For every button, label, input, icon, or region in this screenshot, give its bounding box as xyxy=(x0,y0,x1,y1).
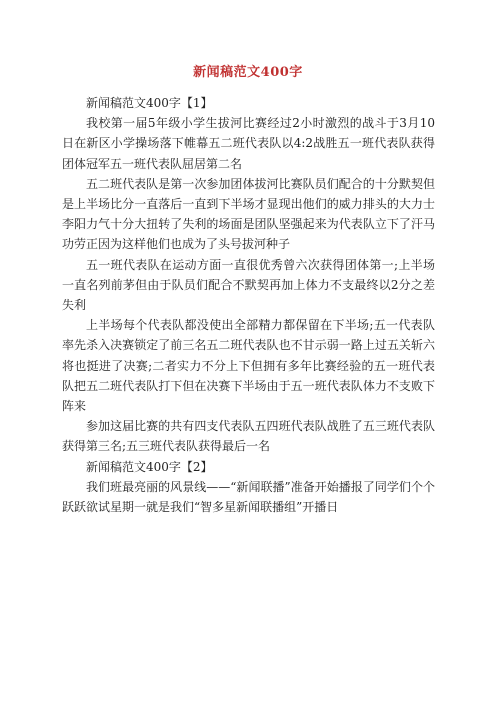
paragraph: 参加这届比赛的共有四支代表队五四班代表队战胜了五三班代表队获得第三名;五三班代表队获得最后一名 xyxy=(62,419,435,454)
section-heading-2: 新闻稿范文400字【2】 xyxy=(86,459,213,474)
paragraph: 我校第一届5年级小学生拔河比赛经过2小时激烈的战斗于3月10日在新区小学操场落下帷幕五二班代表队以4:2战胜五一班代表队获得团体冠军五一班代表队屈居第二名 xyxy=(62,116,435,171)
document-body xyxy=(62,93,435,517)
section-heading-1: 新闻稿范文400字【1】 xyxy=(86,96,213,110)
paragraph: 五二班代表队是第一次参加团体拔河比赛队员们配合的十分默契但是上半场比分一直落后一直到下半场才显现出他们的威力排头的大力士李阳力气十分大扭转了失利的场面是团队坚强起来为代表队立下了汗马功劳正因为这样他们也成为了头号拔河种子 xyxy=(62,176,435,252)
document-title: 新闻稿范文400字 xyxy=(193,65,303,80)
paragraph: 上半场每个代表队都没使出全部精力都保留在下半场;五一代表队率先杀入决赛锁定了前三名五二班代表队也不甘示弱一路上过五关斩六将也挺进了决赛;二者实力不分上下但拥有多年比赛经验的五一班代表队把五二班代表队打下但在决赛下半场由于五一班代表队体力不支败下阵来 xyxy=(62,318,435,414)
paragraph: 五一班代表队在运动方面一直很优秀曾六次获得团体第一;上半场一直名列前茅但由于队员们配合不默契再加上体力不支最终以2分之差失利 xyxy=(62,257,435,313)
paragraph: 我们班最亮丽的风景线——“新闻联播”准备开始播报了同学们个个跃跃欲试星期一就是我们“智多星新闻联播组”开播日 xyxy=(62,479,435,515)
